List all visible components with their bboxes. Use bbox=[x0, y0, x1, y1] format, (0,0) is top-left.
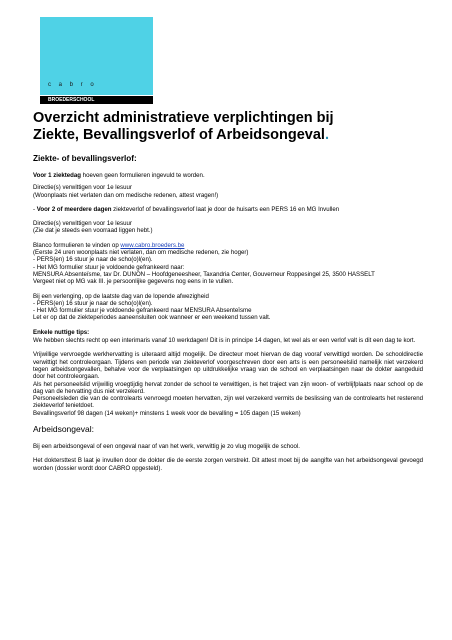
logo-tagline: BROEDERSCHOOL bbox=[40, 96, 153, 104]
title-line-1: Overzicht administratieve verplichtingen bij bbox=[33, 110, 334, 126]
paragraph-directie-2: Directie(s) verwittigen voor 1e lesuur (Zie dat je steeds een voorraad liggen hebt.) bbox=[33, 220, 153, 235]
logo-name: c a b r o bbox=[48, 82, 97, 88]
paragraph-1-ziektedag: Voor 1 ziektedag hoeven geen formulieren ingevuld te worden. bbox=[33, 172, 205, 179]
tips-traject: Als het personeelslid vrijwillig vroegtijdig hervat zonder de school te verwittigen, is het traject van zijn woon- of verblijfplaats naar school op de dag van de hervatting dus niet verzekerd. bbox=[33, 380, 423, 395]
page-title bbox=[33, 110, 423, 144]
tips-bevallingsverlof: Bevallingsverlof 98 dagen (14 weken)+ minstens 1 week voor de bevalling = 105 dagen (15 weken) bbox=[33, 409, 301, 417]
arbeidsongeval-paragraph-1: Bij een arbeidsongeval of een ongeval naar of van het werk, verwittig je zo vlug mogelijk de school. bbox=[33, 443, 300, 451]
cabro-website-link[interactable]: www.cabro.broeders.be bbox=[120, 241, 185, 249]
tips-werkhervatting: Vrijwillige vervroegde werkhervatting is uiteraard altijd mogelijk. De directeur moet hiervan de dag vooraf verwittigd worden. De schooldirectie verwittigt het controleorgaan. Tijdens een periode van ziekteverlof voorgeschreven door een arts is een personeelslid namelijk niet verzekerd tegen arbeidsongevallen, behalve voor de verplaatsingen op uitdrukkelijke vraag van de school en verplaatsingen naar de dokter aangeduid door het controleorgaan. bbox=[33, 351, 423, 381]
paragraph-formulieren: Blanco formulieren te vinden op www.cabro.broeders.be (Eerste 24 uren woonplaats niet verlaten, dan om medische redenen, zie hoger) - PERS(en) 16 stuur je naar de scho(o)l(en). - Het MG formulier stuur je voldoende gefrankeerd naar: MENSURA Absenteïsme, tav Dr. DUNON – Hoofdgeneesheer, Taxandria Center, Gouverneur Roppesingel 25, 3500 HASSELT Vergeet niet op MG vak III. je persoonlijke gegevens nog eens in te vullen. bbox=[33, 241, 375, 286]
paragraph-directie-1: Directie(s) verwittigen voor 1e lesuur (Woonplaats niet verlaten dan om medische redenen, attest vragen!) bbox=[33, 184, 219, 199]
tips-interimaris: We hebben slechts recht op een interimaris vanaf 10 werkdagen! Dit is in principe 14 dagen, let wel als er een verlof valt is dit een dag te kort. bbox=[33, 337, 416, 345]
tips-heading: Enkele nuttige tips: bbox=[33, 328, 90, 336]
paragraph-meerdere-dagen: - Voor 2 of meerdere dagen ziekteverlof of bevallingsverlof laat je door de huisarts een PERS 16 en MG Invullen bbox=[33, 205, 340, 213]
tips-controlearts: Personeelsleden die van de controlearts vervroegd moeten hervatten, zijn wel verzekerd vermits de beslissing van de controlearts het resterend ziekteverlof tenietdoet. bbox=[33, 395, 423, 410]
arbeidsongeval-paragraph-2: Het doktersttest B laat je invullen door de dokter die de eerste zorgen verstrekt. Dit attest moet bij de aangifte van het arbeidsongeval gevoegd worden (dossier wordt door CABRO opgesteld). bbox=[33, 457, 423, 472]
section-heading-ziekte: Ziekte- of bevallingsverlof: bbox=[33, 154, 137, 163]
document-body bbox=[33, 110, 423, 477]
title-dot: . bbox=[324, 127, 329, 143]
paragraph-verlenging: Bij een verlenging, op de laatste dag van de lopende afwezigheid - PERS(en) 16 stuur je naar de scho(o)l(en). - Het MG formulier stuur je voldoende gefrankeerd naar MENSURA Absenteïsme Let er op dat de ziekteperiodes aaneensluiten ook wanneer er een weekend tussen valt. bbox=[33, 292, 271, 322]
section-heading-arbeidsongeval: Arbeidsongeval: bbox=[33, 424, 94, 435]
title-line-2: Ziekte, Bevallingsverlof of Arbeidsongeval bbox=[33, 127, 325, 143]
